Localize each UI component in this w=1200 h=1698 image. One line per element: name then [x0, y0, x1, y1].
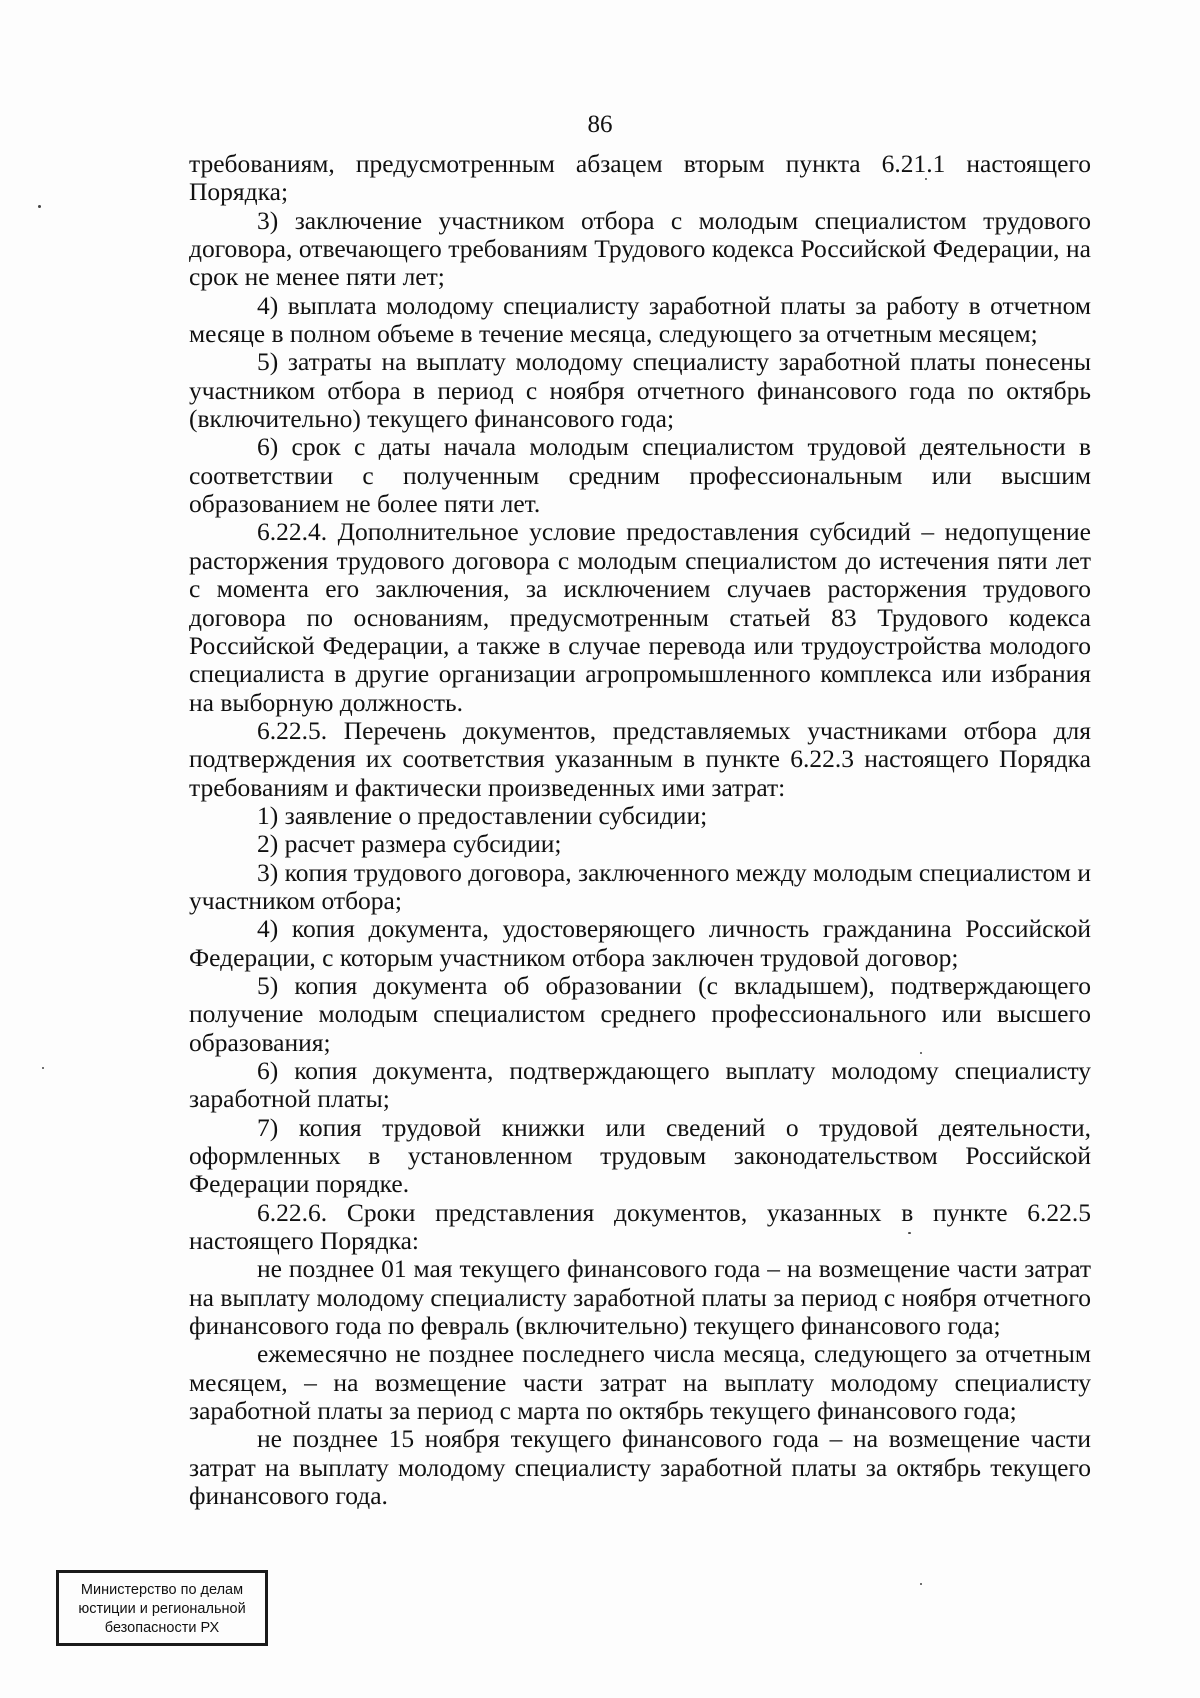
paragraph-item-6-work-start-term: 6) срок с даты начала молодым специалистом трудовой деятельности в соответствии с полученным средним профессиональным или высшим образованием не более пяти лет. — [189, 432, 1091, 519]
scan-speck — [920, 1052, 922, 1054]
stamp-line: Министерство по делам — [80, 1582, 244, 1598]
scan-speck — [925, 178, 927, 180]
scan-speck — [908, 1232, 911, 1234]
stamp-line: безопасности РХ — [104, 1620, 220, 1636]
ministry-stamp — [56, 1570, 268, 1646]
scan-speck — [920, 1583, 922, 1585]
document-body — [189, 150, 1091, 1511]
scan-speck — [42, 1067, 44, 1069]
list-item-5-education-document: 5) копия документа об образовании (с вкладышем), подтверждающего получение молодым специалистом среднего профессионального или высшего образования; — [189, 970, 1091, 1057]
list-item-4-identity-document: 4) копия документа, удостоверяющего личность гражданина Российской Федерации, с которым участником отбора заключен трудовой договор; — [189, 914, 1091, 972]
paragraph-item-5-expenses-period: 5) затраты на выплату молодому специалисту заработной платы понесены участником отбора в период с ноября отчетного финансового года по октябрь (включительно) текущего финансового года; — [189, 347, 1091, 434]
paragraph-6-22-5: 6.22.5. Перечень документов, представляемых участниками отбора для подтверждения их соответствия указанным в пункте 6.22.3 настоящего Порядка требованиям и фактически произведенных ими затрат: — [189, 715, 1091, 802]
list-item-3-contract-copy: 3) копия трудового договора, заключенного между молодым специалистом и участником отбора; — [189, 857, 1091, 915]
paragraph-6-22-6: 6.22.6. Сроки представления документов, указанных в пункте 6.22.5 настоящего Порядка: — [189, 1197, 1091, 1256]
list-item-2-calculation: 2) расчет размера субсидии; — [257, 829, 562, 859]
list-item-7-work-book: 7) копия трудовой книжки или сведений о трудовой деятельности, оформленных в установленном трудовым законодательством Российской Федерации порядке. — [189, 1112, 1091, 1199]
paragraph-continuation: требованиям, предусмотренным абзацем вторым пункта 6.21.1 настоящего Порядка; — [189, 149, 1091, 207]
page-number: 86 — [587, 111, 613, 138]
paragraph-6-22-4: 6.22.4. Дополнительное условие предоставления субсидий – недопущение расторжения трудового договора с молодым специалистом до истечения пяти лет с момента его заключения, за исключением случаев расторжения трудового договора по основаниям, предусмотренным статьей 83 Трудового кодекса Российской Федерации, а также в случае перевода или трудоустройства молодого специалиста в другие организации агропромышленного комплекса или избрания на выборную должность. — [189, 517, 1091, 717]
scan-speck — [38, 205, 41, 208]
paragraph-item-4-salary-payment: 4) выплата молодому специалисту заработной платы за работу в отчетном месяце в полном объеме в течение месяца, следующего за отчетным месяцем; — [189, 290, 1091, 349]
deadline-may: не позднее 01 мая текущего финансового года – на возмещение части затрат на выплату молодому специалисту заработной платы за период с ноября отчетного финансового года по февраль (включительно) текущего финансового года; — [189, 1254, 1091, 1341]
deadline-monthly: ежемесячно не позднее последнего числа месяца, следующего за отчетным месяцем, – на возмещение части затрат на выплату молодому специалисту заработной платы за период с марта по октябрь текущего финансового года; — [189, 1339, 1091, 1426]
deadline-november: не позднее 15 ноября текущего финансового года – на возмещение части затрат на выплату молодому специалисту заработной платы за октябрь текущего финансового года. — [189, 1424, 1091, 1511]
paragraph-item-3-employment-contract: 3) заключение участником отбора с молодым специалистом трудового договора, отвечающего требованиям Трудового кодекса Российской Федерации, на срок не менее пяти лет; — [189, 205, 1091, 292]
list-item-1-application: 1) заявление о предоставлении субсидии; — [257, 800, 708, 830]
stamp-line: юстиции и региональной — [78, 1601, 246, 1617]
list-item-6-salary-document: 6) копия документа, подтверждающего выплату молодому специалисту заработной платы; — [189, 1056, 1091, 1114]
